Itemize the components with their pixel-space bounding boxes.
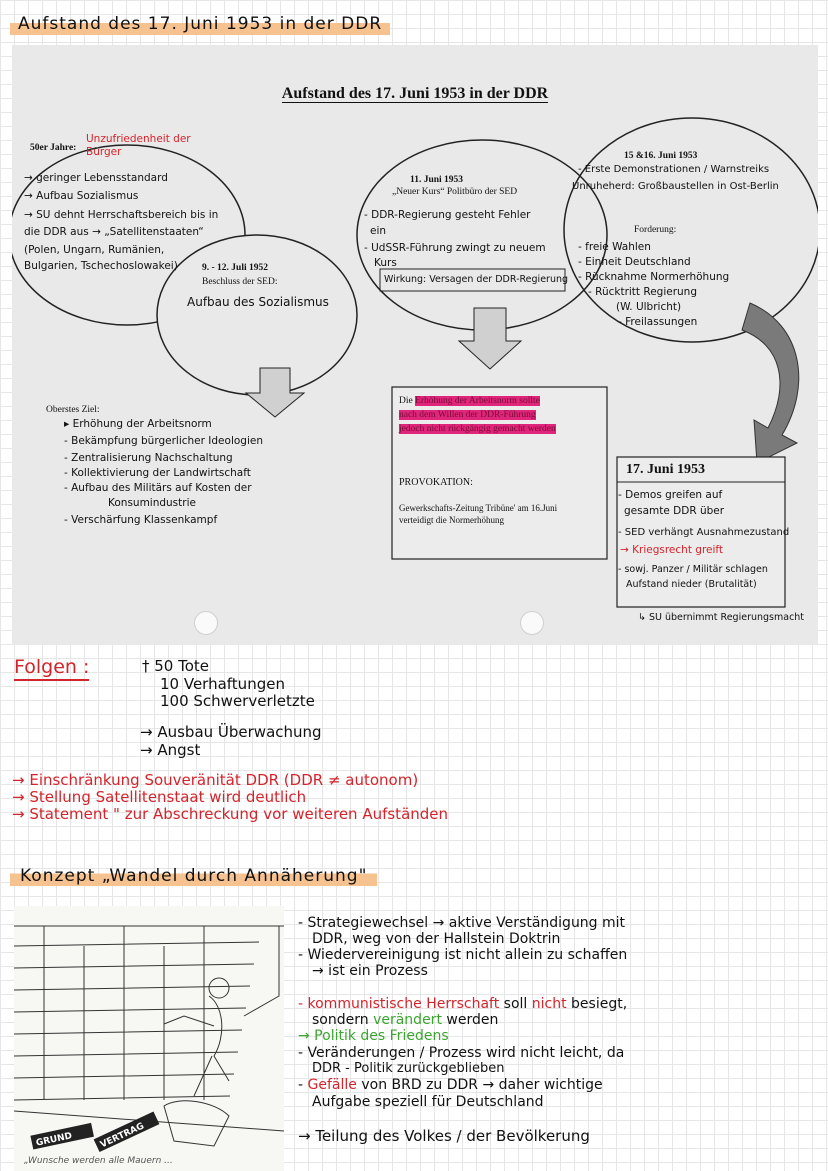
konzept-b6b: Aufgabe speziell für Deutschland [312,1094,544,1110]
centerbox-provokation: PROVOKATION: [399,477,473,488]
ziel-line: - Kollektivierung der Landwirtschaft [64,467,251,479]
centerbox-text [399,394,604,436]
c17-red: → Kriegsrecht greift [620,544,724,556]
konzept-b3-end: besiegt, [566,996,628,1012]
konzept-b3b-1: sondern [312,1012,374,1028]
c1516-fline: - Einheit Deutschland [578,256,691,268]
konzept-b1b: DDR, weg von der Hallstein Doktrin [312,931,561,947]
c17-line: - SED verhängt Ausnahmezustand [618,527,790,538]
c1516-fline: - Rücktritt Regierung [588,286,697,298]
cartoon-tag: GRUND [35,1131,74,1149]
konzept-b6-end: von BRD zu DDR → daher wichtige [356,1077,603,1093]
ziel-line: Konsumindustrie [108,497,196,509]
folgen-l1: † 50 Tote [142,657,210,675]
c1516-fline: - Rücknahme Normerhöhung [578,271,730,283]
punch-hole [520,611,544,635]
folgen-label: Folgen : [14,656,89,681]
konzept-b3-red2: nicht [531,996,567,1012]
konzept-b5b: DDR - Politik zurückgeblieben [312,1061,505,1076]
c17-line2: - sowj. Panzer / Militär schlagen [618,564,768,575]
centerbox-l1: Erhöhung der Arbeitsnorm sollte [415,396,540,406]
konzept-b1: - Strategiewechsel → aktive Verständigung mit [298,915,626,931]
folgen-r3: → Statement " zur Abschreckung vor weiteren Aufständen [12,805,449,823]
c1516-line: - Erste Demonstrationen / Warnstreiks [578,164,770,175]
konzept-b2: - Wiedervereinigung ist nicht allein zu schaffen [298,947,628,963]
c1516-fline: - freie Wahlen [578,241,651,253]
konzept-b5: - Veränderungen / Prozess wird nicht leicht, da [298,1045,625,1061]
c1953-sub: „Neuer Kurs“ Politbüro der SED [392,187,518,197]
folgen-a2: → Angst [140,741,201,759]
konzept-b3b-green: verändert [373,1012,442,1028]
konzept-title: Konzept „Wandel durch Annäherung" [10,864,377,888]
ziel-line: - Bekämpfung bürgerlicher Ideologien [64,435,263,447]
folgen-l3: 100 Schwerverletzte [160,692,315,710]
konzept-b3b [312,1012,498,1028]
konzept-b3 [298,996,627,1012]
c1953-date: 11. Juni 1953 [410,175,464,185]
c1516-date: 15 &16. Juni 1953 [624,151,698,161]
c1516-fline: (W. Ulbricht) [616,301,682,313]
centerbox-prefix: Die [399,396,413,406]
ziel-line: - Zentralisierung Nachschaltung [64,452,233,464]
c1516-fline: - Freilassungen [618,316,698,328]
c1516-forderung: Forderung: [634,225,677,235]
c17-title: 17. Juni 1953 [626,462,705,477]
worksheet-photo [12,45,818,645]
centerbox-p1: Gewerkschafts-Zeitung Tribüne' am 16.Juni [399,503,558,513]
konzept-b4: → Politik des Friedens [298,1028,449,1044]
c50-line: → Aufbau Sozialismus [24,190,139,202]
c50-line: → SU dehnt Herrschaftsbereich bis in [24,209,219,221]
cartoon-caption: „Wunsche werden alle Mauern ... [24,1156,173,1166]
c17-line: gesamte DDR über [624,505,725,517]
c50-line: (Polen, Ungarn, Rumänien, [24,244,165,256]
c1952-note: Aufbau des Sozialismus [187,295,329,309]
punch-hole [194,611,218,635]
c1516-line: Unruheherd: Großbaustellen in Ost-Berlin [572,181,779,192]
cartoon-tag: VERTRAG [98,1121,146,1151]
centerbox-l2: nach dem Willen der DDR-Führung [399,410,536,420]
c17-line: - Demos greifen auf [618,489,723,501]
c1953-line: ein [370,225,387,237]
worksheet-title: Aufstand des 17. Juni 1953 in der DDR [281,85,549,102]
centerbox-p2: verteidigt die Normerhöhung [399,515,504,525]
c1953-line: - UdSSR-Führung zwingt zu neuem [364,242,546,254]
konzept-b6-pre: - [298,1077,308,1093]
cartoon-image [14,906,284,1171]
konzept-b3-red: - kommunistische Herrschaft [298,996,500,1012]
ziel-line: ▸ Erhöhung der Arbeitsnorm [64,418,212,430]
ziel-line: - Verschärfung Klassenkampf [64,514,218,526]
konzept-b3b-2: werden [441,1012,499,1028]
c17-line2: Aufstand nieder (Brutalität) [626,579,757,590]
c50-note: Unzufriedenheit der Bürger [86,133,191,158]
cartoon-drawing [14,906,284,1171]
c1953-line: Kurs [374,257,397,269]
c1952-date: 9. - 12. Juli 1952 [202,263,268,273]
c50-line: Bulgarien, Tschechoslowakei) [24,260,178,272]
ziel-label: Oberstes Ziel: [46,405,100,415]
konzept-b6 [298,1077,603,1093]
c50-label: 50er Jahre: [30,143,77,153]
konzept-b3-mid: soll [499,996,532,1012]
konzept-b6-red: Gefälle [307,1077,357,1093]
c17-line2: ↳ SU übernimmt Regierungsmacht [638,612,805,623]
folgen-a1: → Ausbau Überwachung [140,723,322,741]
c1953-box: Wirkung: Versagen der DDR-Regierung [384,274,569,285]
folgen-r1: → Einschränkung Souveränität DDR (DDR ≠ autonom) [12,771,419,789]
c50-line: die DDR aus → „Satellitenstaaten“ [24,226,204,238]
c1953-line: - DDR-Regierung gesteht Fehler [364,209,531,221]
folgen-l2: 10 Verhaftungen [160,675,285,693]
konzept-b2b: → ist ein Prozess [312,963,428,979]
c50-line: → geringer Lebensstandard [24,172,168,184]
c1952-sub: Beschluss der SED: [202,277,278,287]
page-title: Aufstand des 17. Juni 1953 in der DDR [10,12,390,36]
folgen-r2: → Stellung Satellitenstaat wird deutlich [12,788,307,806]
konzept-b7: → Teilung des Volkes / der Bevölkerung [298,1127,590,1145]
ziel-line: - Aufbau des Militärs auf Kosten der [64,482,252,494]
centerbox-l3: jedoch nicht rückgängig gemacht werden [399,424,556,434]
